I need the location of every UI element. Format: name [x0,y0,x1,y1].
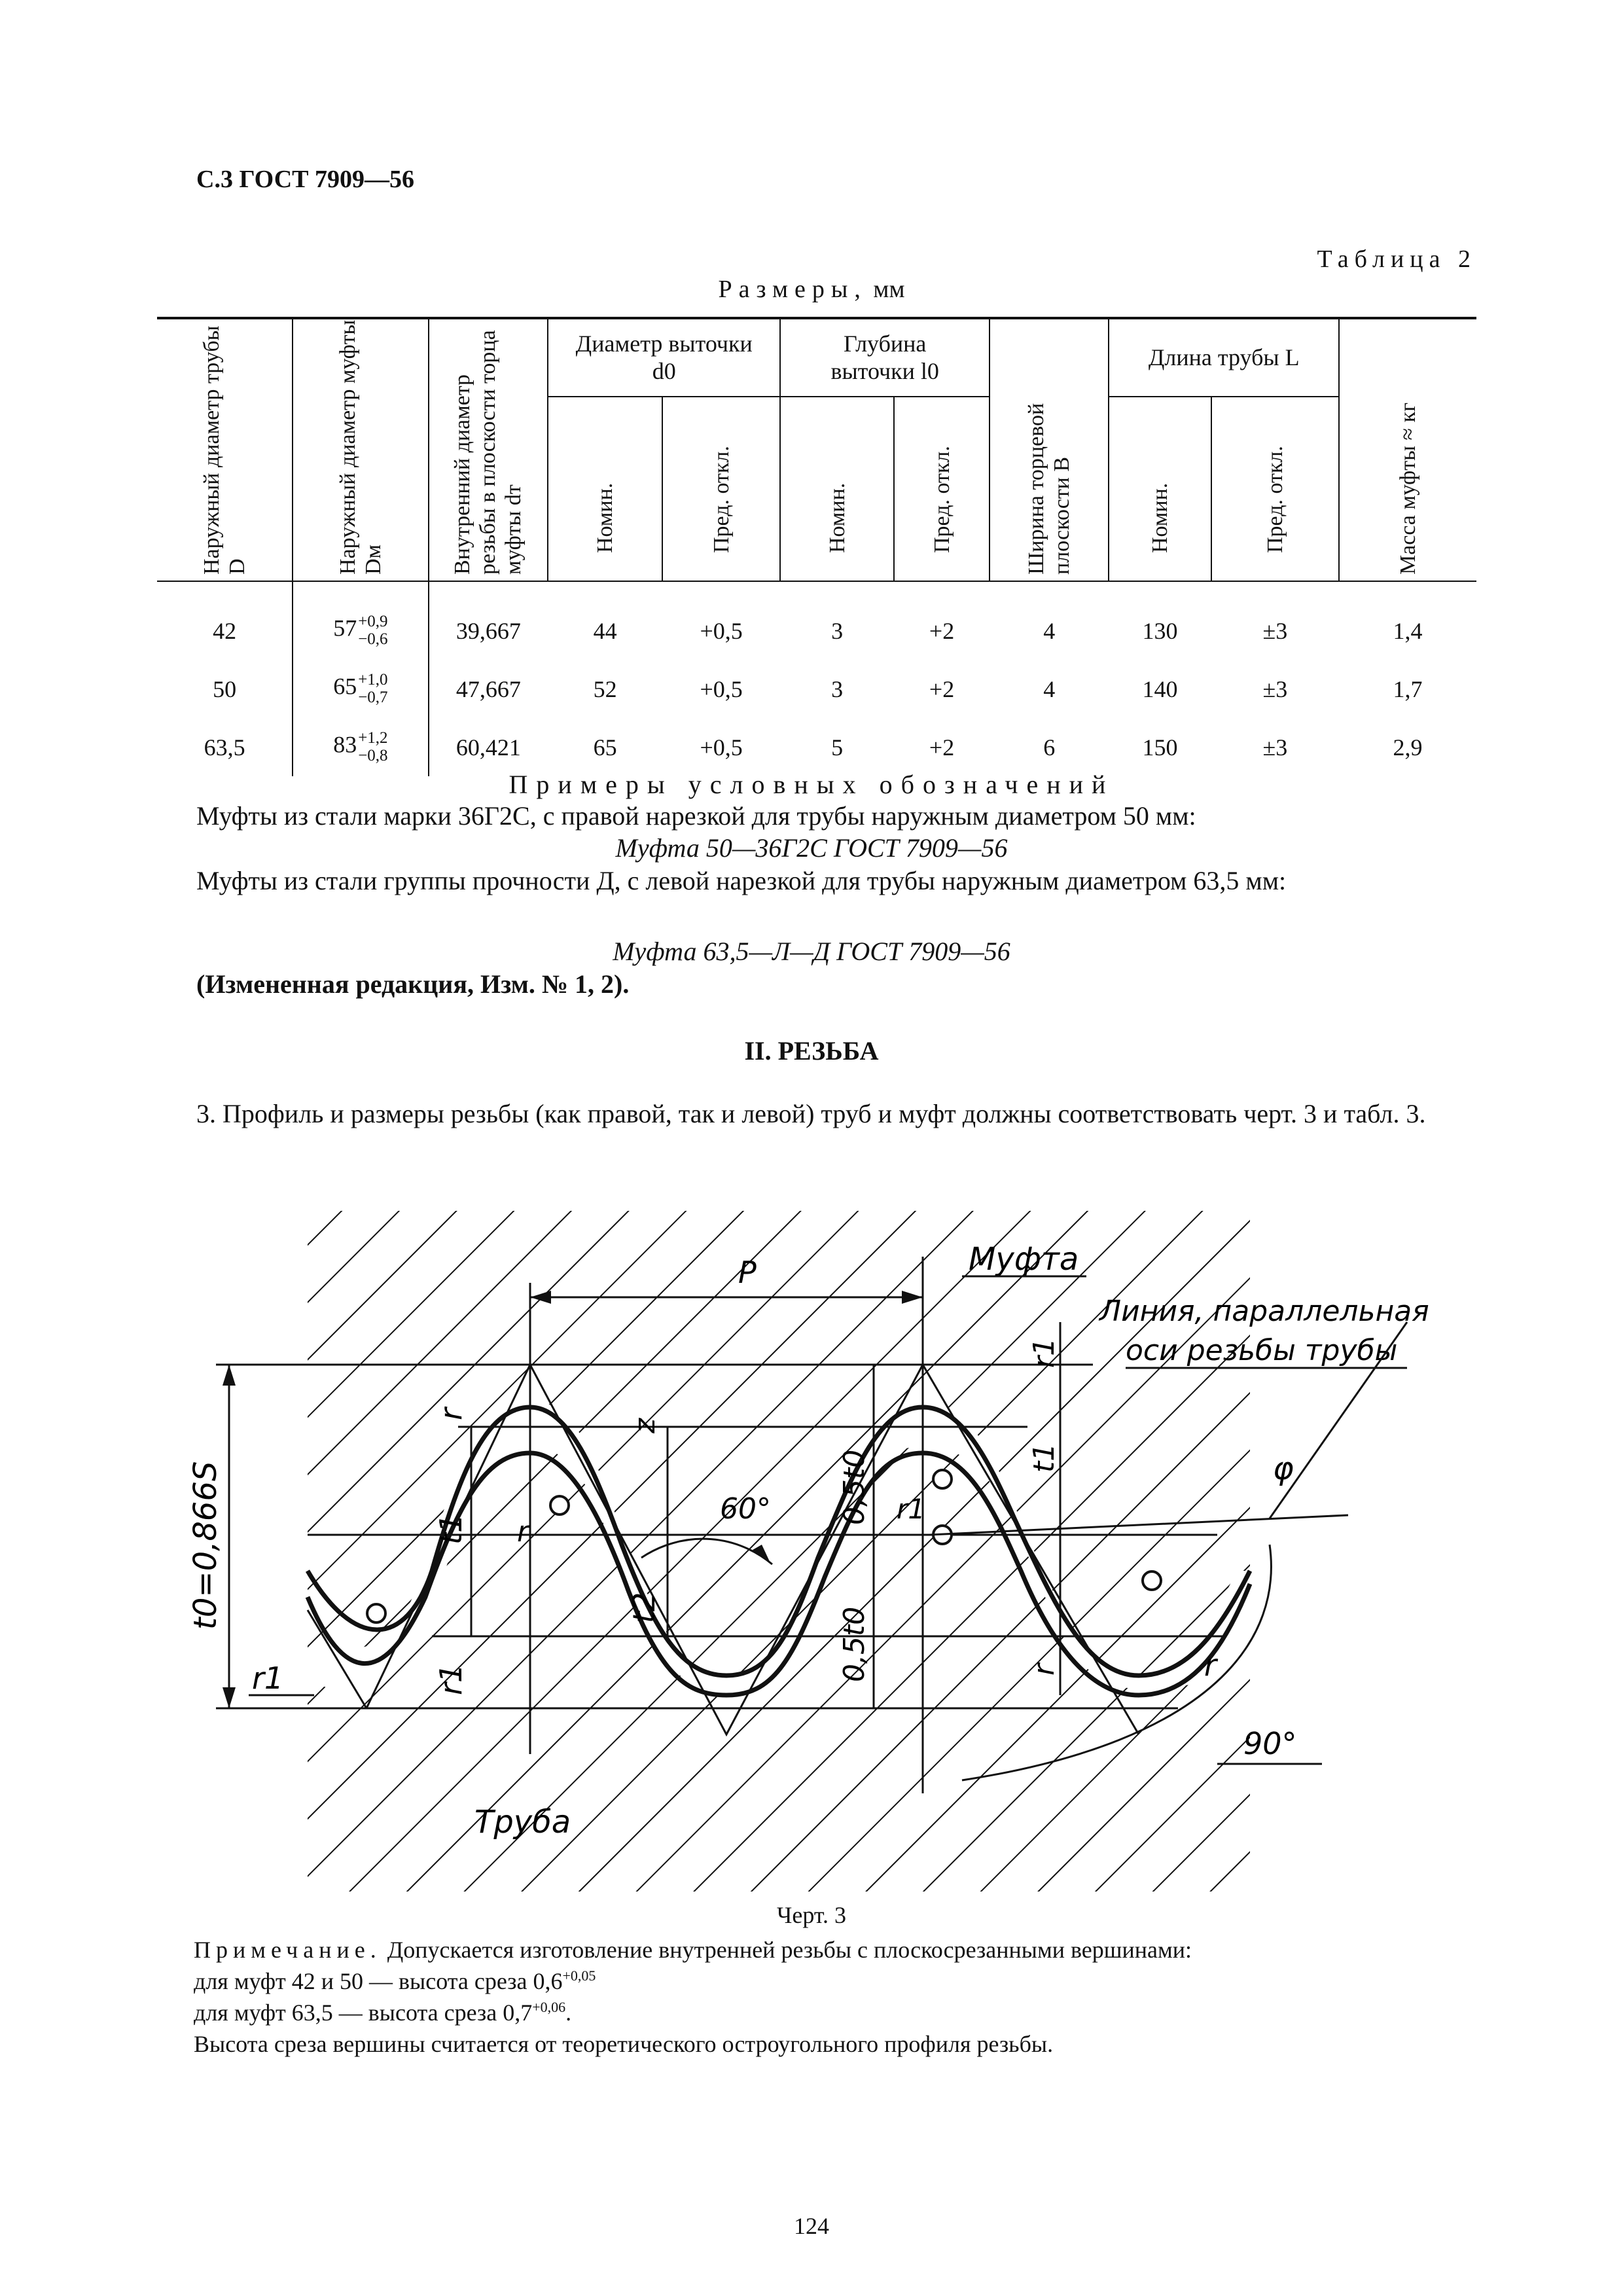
designation-1: Муфта 50—36Г2С ГОСТ 7909—56 [615,833,1008,863]
label-t1-left: t1 [433,1513,469,1545]
section-heading: II. РЕЗЬБА [744,1036,879,1066]
th-L-nominal: Номин. [1109,397,1211,581]
revision-note: (Измененная редакция, Изм. № 1, 2). [196,969,630,999]
label-r1-right-crest: r1 [897,1493,925,1525]
th-end-face-width: Ширина торцевой плоскости B [990,318,1109,581]
example-text-2: Муфты из стали группы прочности Д, с левой нарезкой для трубы наружным диаметром 63,5 мм: [196,866,1287,895]
label-parallel-line-1: Линия, параллельная [1099,1295,1429,1328]
dimensions-table [157,317,1476,776]
label-r-crest: r [517,1515,529,1549]
table-row: 63,5 83+1,2 −0,8 60,421 65 +0,5 5 +2 6 150 ±3 2,9 [157,718,1476,776]
thread-profile-drawing [144,1178,1479,1892]
label-half-t0-lower: 0,5t0 [838,1606,871,1682]
label-r-left: r [433,1408,469,1420]
th-d0-deviation: Пред. откл. [662,397,780,581]
table-label: Таблица 2 [1317,245,1476,273]
label-r-right: r [1027,1663,1061,1676]
examples-title: Примеры условных обозначений [508,770,1115,799]
th-inner-diameter: Внутренний диаметр резьбы в плоскости торца муфты dт [429,318,548,581]
th-coupling-mass: Масса муфты ≈ кг [1339,318,1476,581]
label-coupling: Муфта [969,1241,1079,1278]
figure-caption: Черт. 3 [777,1902,846,1928]
th-groove-depth: Глубина выточки l0 [780,318,990,397]
label-z: z [628,1418,662,1433]
th-d0-nominal: Номин. [548,397,662,581]
table-row: 42 57+0,9 −0,6 39,667 44 +0,5 3 +2 4 130 ±3 1,4 [157,581,1476,660]
note-line-3: для муфт 63,5 — высота среза $0,7^{+0,06}$. [194,1999,572,2026]
units-value: мм [873,276,905,303]
table-row: 50 65+1,0 −0,7 47,667 52 +0,5 3 +2 4 140 ±3 1,7 [157,660,1476,718]
label-half-t0-upper: 0,5t0 [838,1449,871,1525]
label-t1-right: t1 [1027,1443,1061,1473]
note-line-4: Высота среза вершины считается от теоретического остроугольного профиля резьбы. [194,2031,1054,2057]
th-L-deviation: Пред. откл. [1211,397,1339,581]
label-parallel-line-2: оси резьбы трубы [1126,1334,1398,1367]
label-r1-bottom: r1 [252,1660,284,1696]
note-label: Примечание. [194,1937,382,1963]
page-header: С.3 ГОСТ 7909—56 [196,166,414,193]
label-angle-60: 60° [720,1492,771,1526]
label-pipe: Труба [474,1804,571,1840]
designation-2: Муфта 63,5—Л—Д ГОСТ 7909—56 [613,937,1010,966]
th-groove-diameter: Диаметр выточки d0 [548,318,780,397]
label-phi: φ [1273,1450,1294,1487]
th-outer-diameter-pipe: Наружный диаметр трубы D [157,318,293,581]
label-r1-left: r1 [433,1663,469,1695]
units-caption [0,275,1623,304]
page-number: 124 [794,2213,829,2239]
th-l0-nominal: Номин. [780,397,894,581]
note-line-2: для муфт 42 и 50 — высота среза $0,6^{+0,05}$ [194,1967,596,1994]
example-text-1: Муфты из стали марки 36Г2С, с правой нарезкой для трубы наружным диаметром 50 мм: [196,801,1196,831]
label-t0: t0=0,866S [187,1461,224,1630]
label-angle-90: 90° [1243,1726,1297,1761]
label-r1-right: r1 [1027,1337,1061,1368]
note-line-1: Примечание. Допускается изготовление внутренней резьбы с плоскосрезанными вершинами: [194,1937,1192,1963]
th-pipe-length: Длина трубы L [1109,318,1339,397]
section-paragraph: 3. Профиль и размеры резьбы (как правой, так и левой) труб и муфт должны соответствовать черт. 3 и табл. 3. [196,1099,1426,1128]
th-l0-deviation: Пред. откл. [894,397,990,581]
label-t2: t2 [626,1592,662,1623]
label-P: P [738,1255,757,1290]
label-r-bottom-right: r [1204,1647,1217,1683]
units-word: Размеры, [718,276,867,303]
th-outer-diameter-coupling: Наружный диаметр муфты Dм [293,318,428,581]
